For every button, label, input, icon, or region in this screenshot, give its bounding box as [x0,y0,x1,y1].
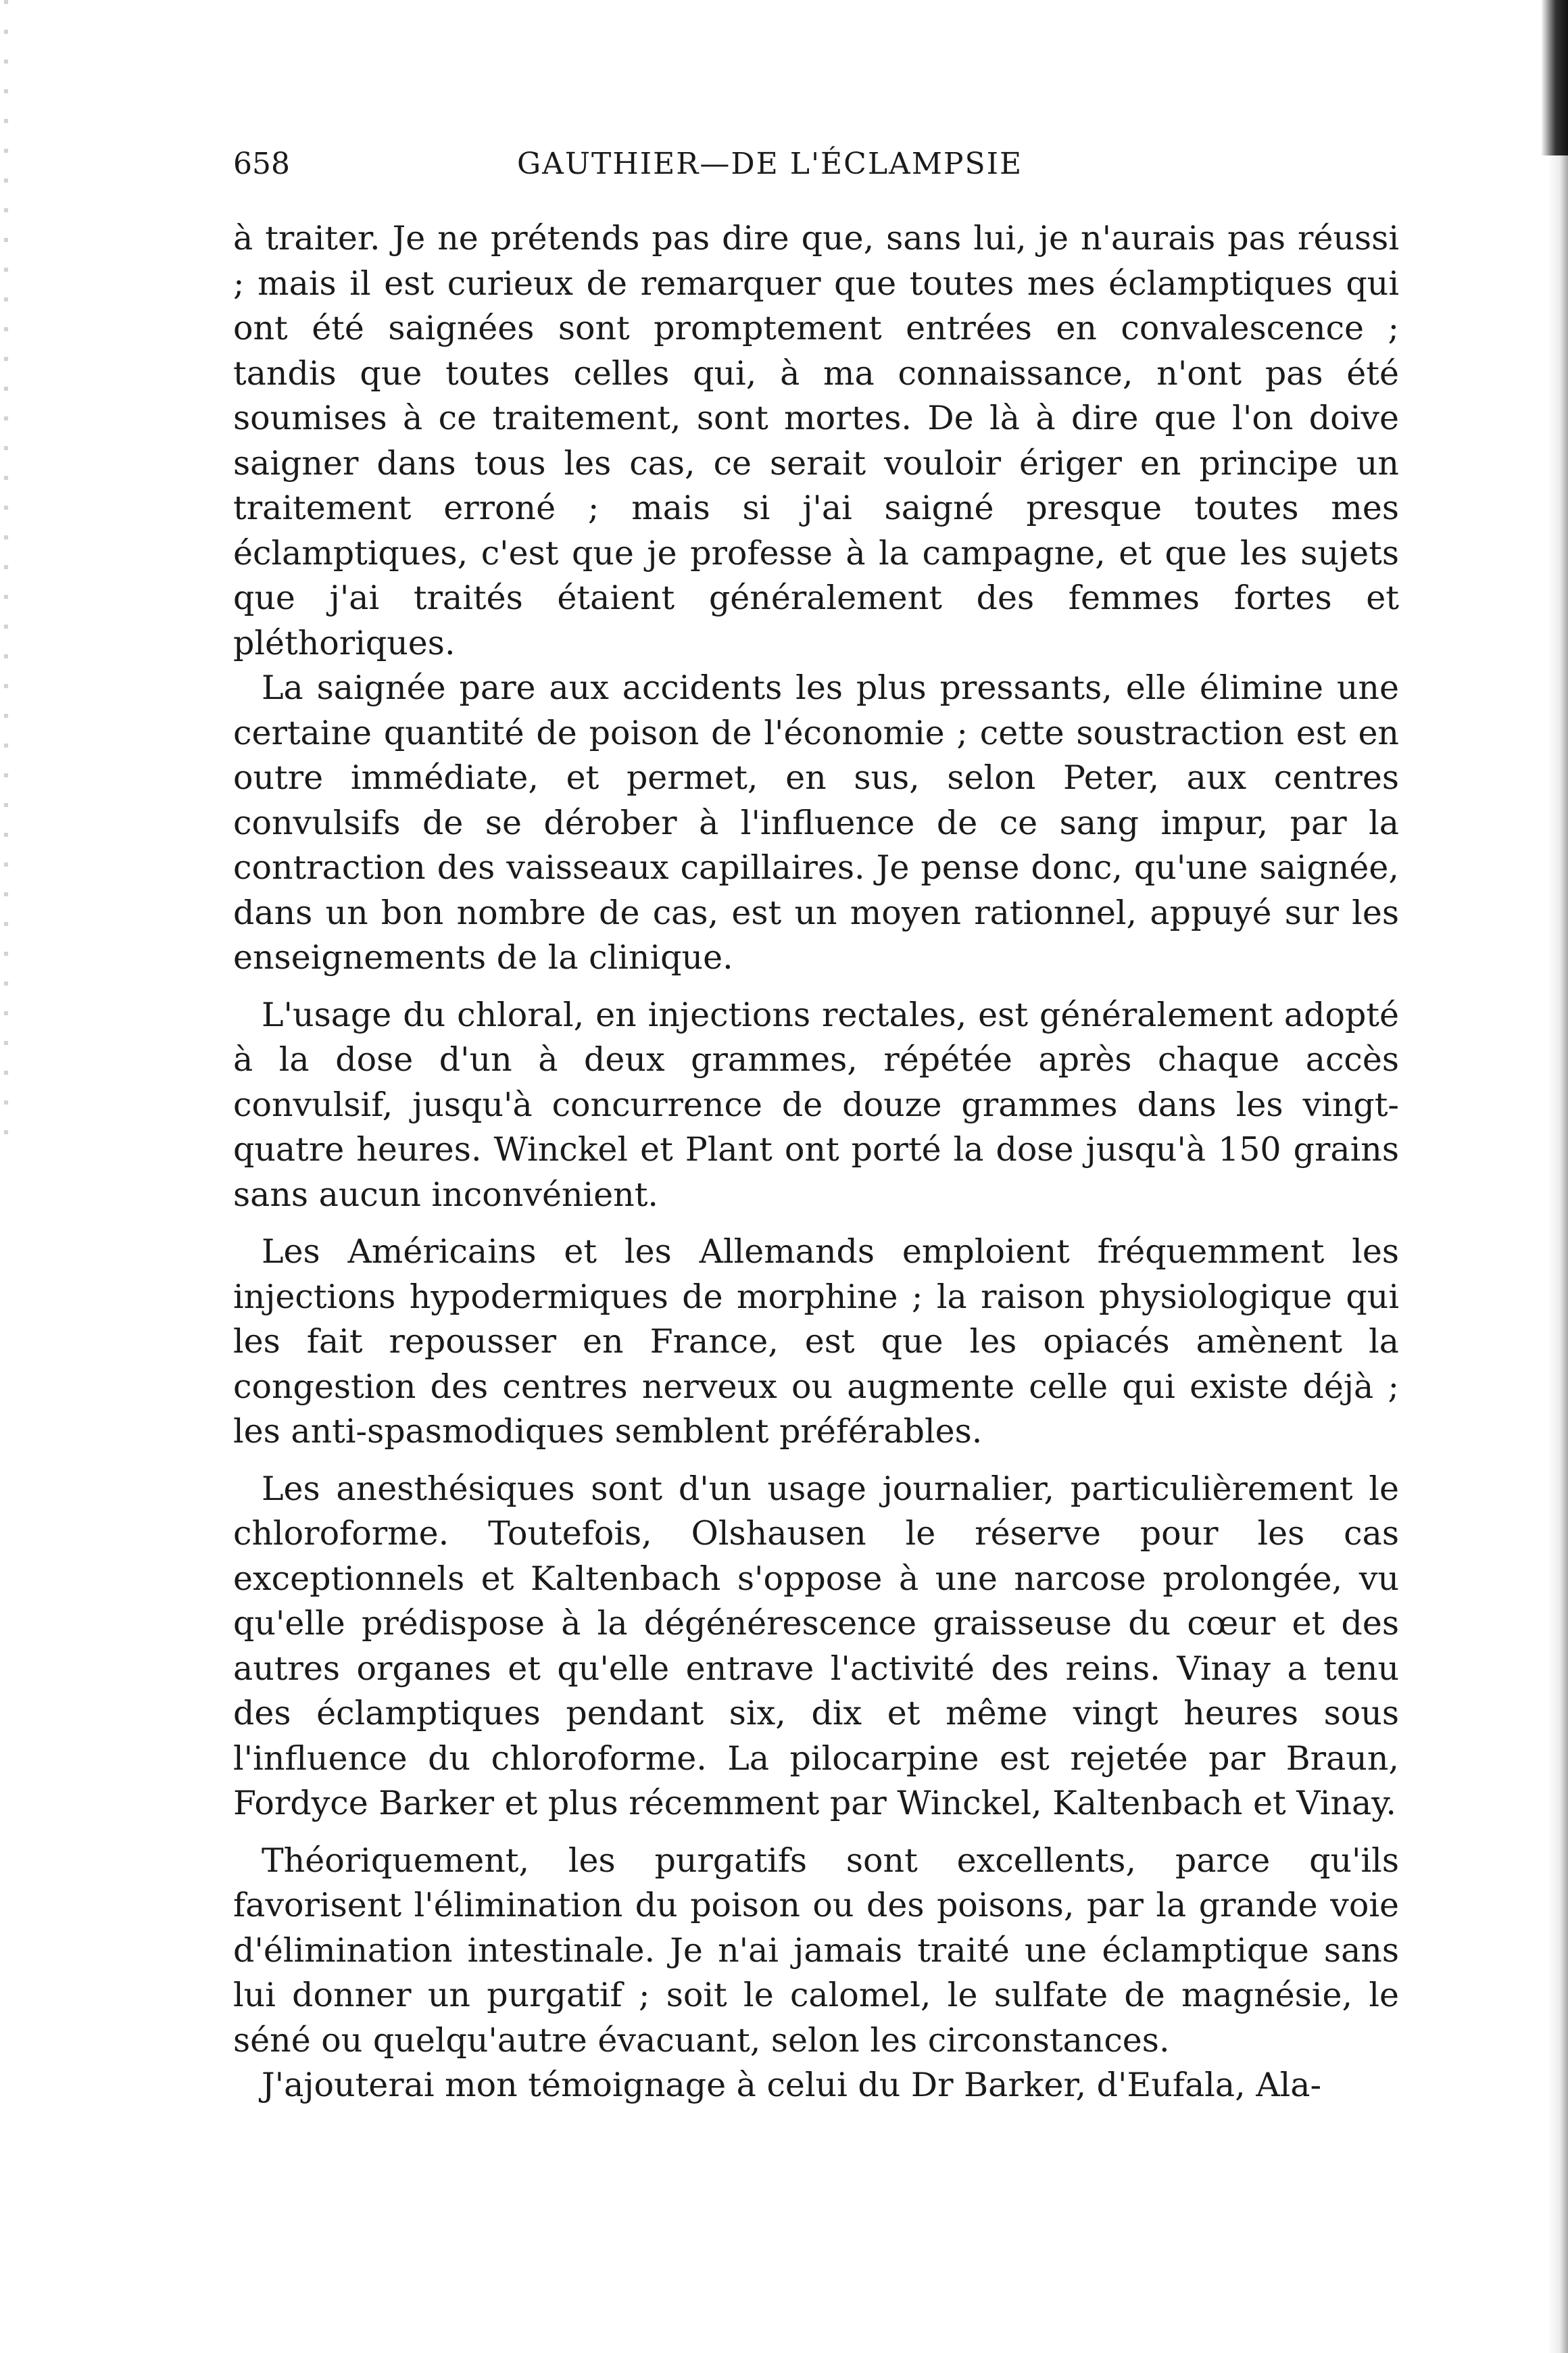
scan-corner-mark [1541,0,1568,155]
page-number: 658 [233,147,290,181]
body-text [233,216,1399,2108]
paragraph-1: à traiter. Je ne prétends pas dire que, sans lui, je n'aurais pas réussi ; mais il est curieux de remarquer que toutes mes éclamptiques qui ont été saignées sont promptement entrées en convalescence ; tandis que toutes celles qui, à ma connaissance, n'ont pas été soumises à ce traitement, sont mortes. De là à dire que l'on doive saigner dans tous les cas, ce serait vouloir ériger en principe un traitement erroné ; mais si j'ai saigné presque toutes mes éclamptiques, c'est que je professe à la campagne, et que les sujets que j'ai traités étaient généralement des femmes fortes et pléthoriques. [233,219,1399,662]
paragraph-6: Théoriquement, les purgatifs sont excellents, parce qu'ils favorisent l'élimination du poison ou des poisons, par la grande voie d'élimination intestinale. Je n'ai jamais traité une éclamptique sans lui donner un purgatif ; soit le calomel, le sulfate de magnésie, le séné ou quelqu'autre évacuant, selon les circonstances. [233,1841,1399,2060]
paragraph-4: Les Américains et les Allemands emploient fréquemment les injections hypodermiques de morphine ; la raison physiologique qui les fait repousser en France, est que les opiacés amènent la congestion des centres nerveux ou augmente celle qui existe déjà ; les anti-spasmodiques semblent préférables. [233,1232,1399,1451]
running-head [233,141,1399,188]
running-title: GAUTHIER—DE L'ÉCLAMPSIE [517,147,1023,181]
paragraph-2: La saignée pare aux accidents les plus pressants, elle élimine une certaine quantité de poison de l'économie ; cette soustraction est en outre immédiate, et permet, en sus, selon Peter, aux centres convulsifs de se dérober à l'influence de ce sang impur, par la contraction des vaisseaux capillaires. Je pense donc, qu'une saignée, dans un bon nombre de cas, est un moyen rationnel, appuyé sur les enseignements de la clinique. [233,669,1399,977]
paragraph-7: J'ajouterai mon témoignage à celui du Dr Barker, d'Eufala, Ala- [262,2066,1322,2104]
paragraph-5: Les anesthésiques sont d'un usage journalier, particulièrement le chloroforme. Toutefois, Olshausen le réserve pour les cas exceptionnels et Kaltenbach s'oppose à une narcose prolongée, vu qu'elle prédispose à la dégénérescence graisseuse du cœur et des autres organes et qu'elle entrave l'activité des reins. Vinay a tenu des éclamptiques pendant six, dix et même vingt heures sous l'influence du chloroforme. La pilocarpine est rejetée par Braun, Fordyce Barker et plus récemment par Winckel, Kaltenbach et Vinay. [233,1469,1399,1822]
scan-edge-shadow [1548,0,1568,2353]
scan-edge-specks [4,0,8,1149]
paragraph-3: L'usage du chloral, en injections rectales, est généralement adopté à la dose d'un à deux grammes, répétée après chaque accès convulsif, jusqu'à concurrence de douze grammes dans les vingt-quatre heures. Winckel et Plant ont porté la dose jusqu'à 150 grains sans aucun inconvénient. [233,995,1399,1214]
